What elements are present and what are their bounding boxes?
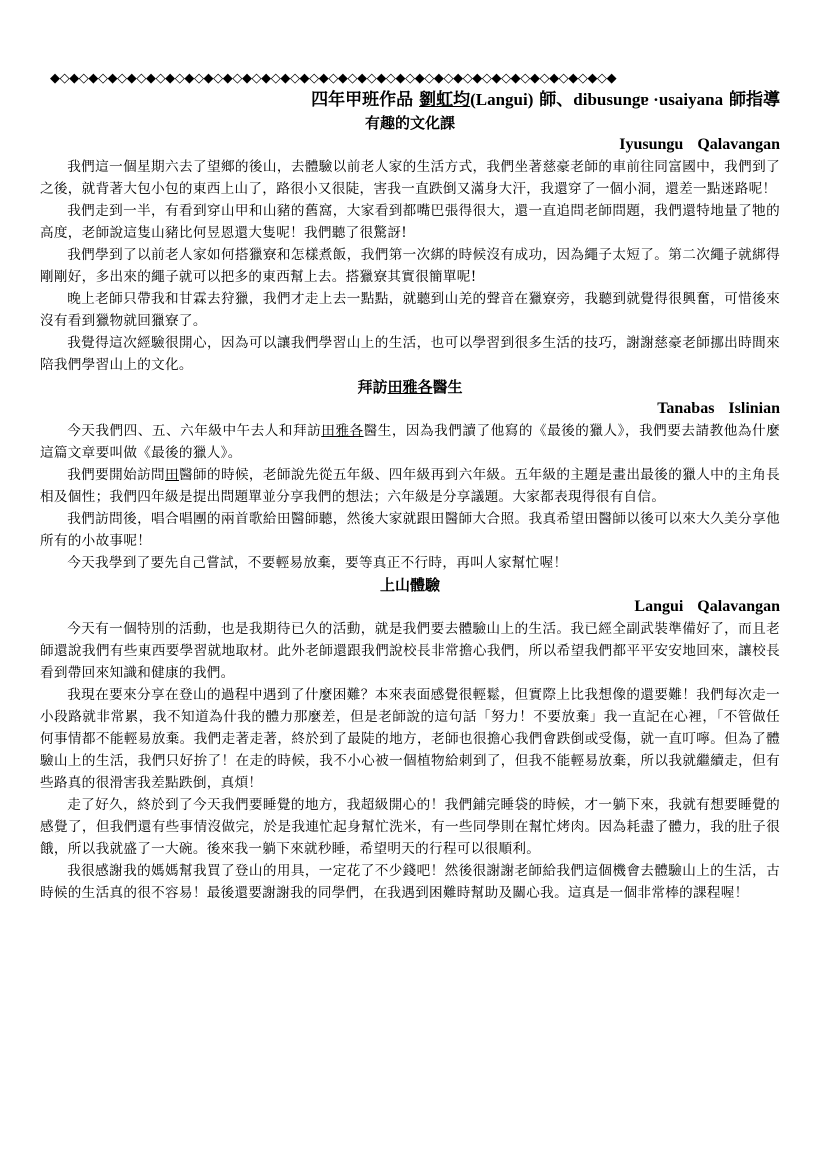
teacher2-name: dibusungɐ ·usaiyana [573,90,724,109]
header-suffix: 師指導 [723,90,780,110]
article-title [40,376,780,398]
paragraph [40,420,780,464]
document-page [40,72,780,904]
paragraph: 今天有一個特別的活動，也是我期待已久的活動，就是我們要去體驗山上的生活。我已經全副武裝準備好了，而且老師還說我們有些東西要學習就地取材。此外老師還跟我們說校長非常擔心我們，所以希望我們都平平安安地回來，讓校長看到帶回來知識和健康的我們。 [40,621,780,681]
diamond-divider: ◆◇◆◇◆◇◆◇◆◇◆◇◆◇◆◇◆◇◆◇◆◇◆◇◆◇◆◇◆◇◆◇◆◇◆◇◆◇◆◇◆◇◆◇◆◇◆◇◆◇◆◇◆◇◆◇◆◇◆ [50,72,617,86]
text-run: 醫師的時候，老師說先從五年級、四年級再到六年級。五年級的主題是畫出最後的獵人中的主角長相及個性；我們四年級是提出問題單並分享我們的想法；六年級是分享議題。大家都表現得很有自信。 [40,467,780,505]
person-name: 田雅各 [321,423,364,439]
paragraph: 晚上老師只帶我和甘霖去狩獵，我們才走上去一點點，就聽到山羌的聲音在獵寮旁，我聽到就覺得很興奮，可惜後來沒有看到獵物就回獵寮了。 [40,291,780,329]
article-title: 上山體驗 [379,576,440,594]
paragraph: 我很感謝我的媽媽幫我買了登山的用具，一定花了不少錢吧！然後很謝謝老師給我們這個機會去體驗山上的生活，古時候的生活真的很不容易！最後還要謝謝我的同學們，在我遇到困難時幫助及關心我。這真是一個非常棒的課程喔！ [40,863,780,901]
title-post: 醫生 [432,378,463,396]
article-author: Langui Qalavangan [634,598,780,615]
paragraph: 我們學到了以前老人家如何搭獵寮和怎樣煮飯，我們第一次綁的時候沒有成功，因為繩子太短了。第二次繩子就綁得剛剛好，多出來的繩子就可以把多的東西幫上去。搭獵寮其實很簡單呢! [40,247,780,285]
page-header [40,88,780,112]
paragraph: 今天我學到了要先自己嘗試，不要輕易放棄，要等真正不行時，再叫人家幫忙喔！ [67,555,568,571]
header-mid: 師、 [533,90,574,110]
teacher-name-en: (Langui) [470,90,534,109]
paragraph [40,464,780,508]
article-doctor-visit [40,376,780,574]
teacher-name: 劉虹均 [419,90,471,110]
paragraph: 我現在要來分享在登山的過程中遇到了什麼困難？本來表面感覺很輕鬆，但實際上比我想像的還要難！我們每次走一小段路就非常累，我不知道為什我的體力那麼差，但是老師說的這句話「努力！不要放棄」我一直記在心裡，「不管做任何事情都不能輕易放棄。我們走著走著，終於到了最陡的地方，老師也很擔心我們會跌倒或受傷，就一直叮嚀。但為了體驗山上的生活，我們只好拚了！在走的時候，我不小心被一個植物給刺到了，但我不能輕易放棄，所以我就繼續走，但有些路真的很滑害我差點跌倒，真煩！ [40,687,780,791]
paragraph: 我覺得這次經驗很開心，因為可以讓我們學習山上的生活，也可以學習到很多生活的技巧，謝謝慈豪老師挪出時間來陪我們學習山上的文化。 [40,335,780,373]
paragraph: 我們訪問後，唱合唱團的兩首歌給田醫師聽，然後大家就跟田醫師大合照。我真希望田醫師以後可以來大久美分享他所有的小故事呢！ [40,511,780,549]
text-run: 醫生，因為我們讀了他寫的《最後的獵人》，我們要去請教他為什麼這篇文章要叫做《最後的獵人》。 [40,423,780,461]
article-author: Iyusungu Qalavangan [619,136,780,153]
article-culture-class [40,112,780,376]
title-pre: 拜訪 [357,378,388,396]
class-label: 四年甲班作品 [311,90,420,110]
paragraph: 走了好久，終於到了今天我們要睡覺的地方，我超級開心的！我們鋪完睡袋的時候，才一躺下來，我就有想要睡覺的感覺了，但我們還有些事情沒做完，於是我連忙起身幫忙洗米，有一些同學則在幫忙烤肉。因為耗盡了體力，我的肚子很餓，所以我就盛了一大碗。後來我一躺下來就秒睡，希望明天的行程可以很順利。 [40,797,780,857]
title-name: 田雅各 [387,378,433,396]
text-run: 我們要開始訪問 [67,467,166,483]
person-name: 田 [165,467,180,483]
paragraph: 我們走到一半，有看到穿山甲和山豬的舊窩，大家看到都嘴巴張得很大，還一直追問老師問題，我們還特地量了牠的高度，老師說這隻山豬比何昱恩還大隻呢！我們聽了很驚訝! [40,203,780,241]
article-mountain-experience [40,574,780,904]
text-run: 今天我們四、五、六年級中午去人和拜訪 [67,423,322,439]
article-author: Tanabas Islinian [657,400,780,417]
article-title: 有趣的文化課 [364,114,455,132]
paragraph: 我們這一個星期六去了望鄉的後山，去體驗以前老人家的生活方式，我們坐著慈豪老師的車前往同富國中，我們到了之後，就背著大包小包的東西上山了，路很小又很陡，害我一直跌倒又滿身大汗，我還穿了一個小洞，還差一點迷路呢！ [40,159,780,197]
